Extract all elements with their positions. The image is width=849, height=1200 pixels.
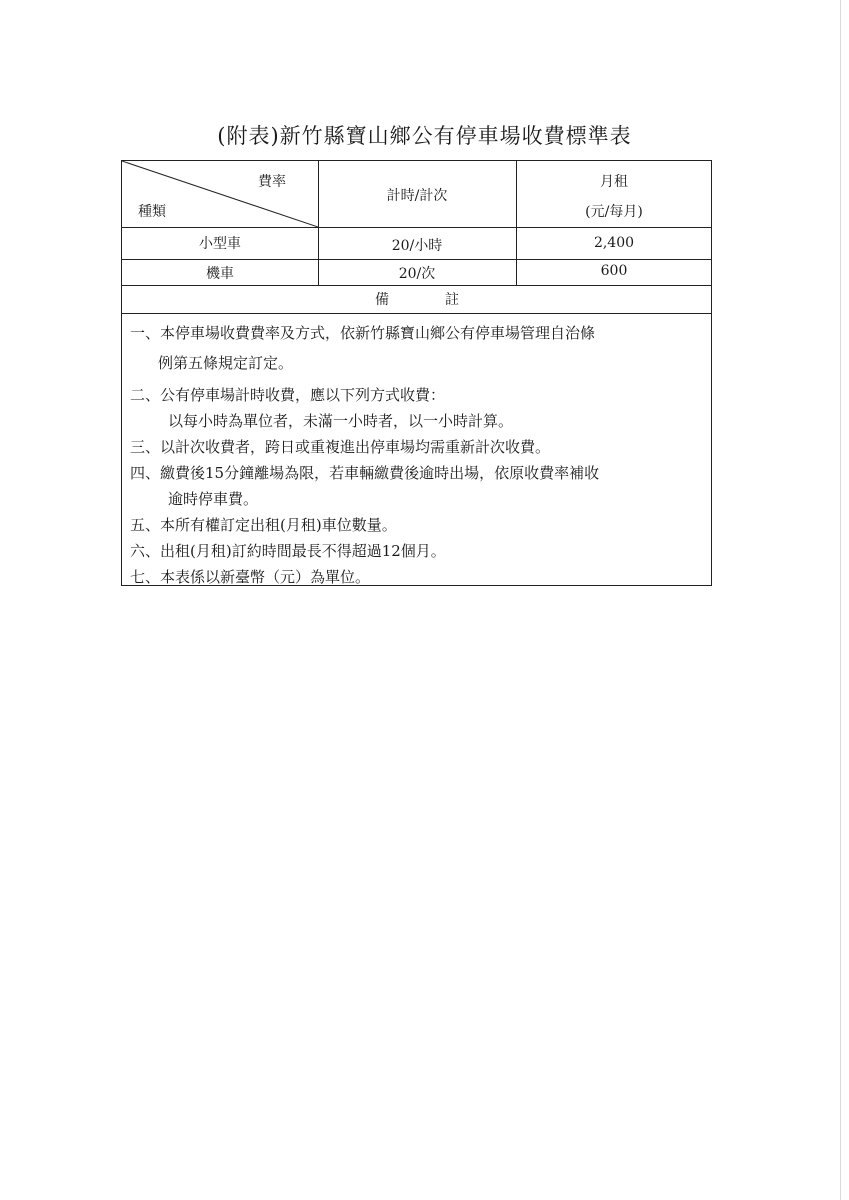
remark-line: 五、本所有權訂定出租(月租)車位數量。 xyxy=(130,516,397,534)
row-monthly-car: 2,400 xyxy=(593,235,635,251)
row-type-motorcycle: 機車 xyxy=(206,266,234,282)
header-monthly-unit: (元/每月) xyxy=(585,204,643,220)
remarks-header: 備 註 xyxy=(375,292,459,308)
row-divider xyxy=(122,313,711,314)
remark-item xyxy=(130,320,710,376)
header-rate-label: 費率 xyxy=(258,174,286,190)
remark-line: 例第五條規定訂定。 xyxy=(158,354,294,372)
remark-item xyxy=(130,538,710,564)
page-edge xyxy=(840,0,841,1200)
remark-line: 六、出租(月租)訂約時間最長不得超過12個月。 xyxy=(130,542,446,560)
row-monthly-motorcycle: 600 xyxy=(600,263,628,279)
row-divider xyxy=(122,227,711,228)
header-monthly: 月租 xyxy=(600,174,628,190)
remark-item xyxy=(130,564,710,590)
remark-line: 七、本表係以新臺幣（元）為單位。 xyxy=(130,568,371,586)
row-divider xyxy=(122,285,711,286)
fee-table xyxy=(121,160,712,586)
remark-item xyxy=(130,512,710,538)
row-hourly-car: 20/小時 xyxy=(391,238,443,254)
header-hourly: 計時/計次 xyxy=(386,188,448,204)
remark-line: 以每小時為單位者，未滿一小時者，以一小時計算。 xyxy=(168,412,514,430)
remark-item xyxy=(130,434,710,460)
remarks-list xyxy=(130,320,710,590)
remark-item xyxy=(130,460,710,512)
remark-item xyxy=(130,382,710,434)
row-divider xyxy=(122,259,711,260)
remark-line: 二、公有停車場計時收費，應以下列方式收費： xyxy=(130,386,446,404)
remark-line: 一、本停車場收費費率及方式，依新竹縣寶山鄉公有停車場管理自治條 xyxy=(130,324,596,342)
row-hourly-motorcycle: 20/次 xyxy=(398,266,436,282)
row-type-car: 小型車 xyxy=(199,236,241,252)
remark-line: 三、以計次收費者，跨日或重複進出停車場均需重新計次收費。 xyxy=(130,438,551,456)
remark-line: 逾時停車費。 xyxy=(168,490,259,508)
remark-line: 四、繳費後15分鐘離場為限，若車輛繳費後逾時出場，依原收費率補收 xyxy=(130,464,600,482)
document-title: (附表)新竹縣寶山鄉公有停車場收費標準表 xyxy=(217,124,632,148)
header-type-label: 種類 xyxy=(138,204,166,220)
